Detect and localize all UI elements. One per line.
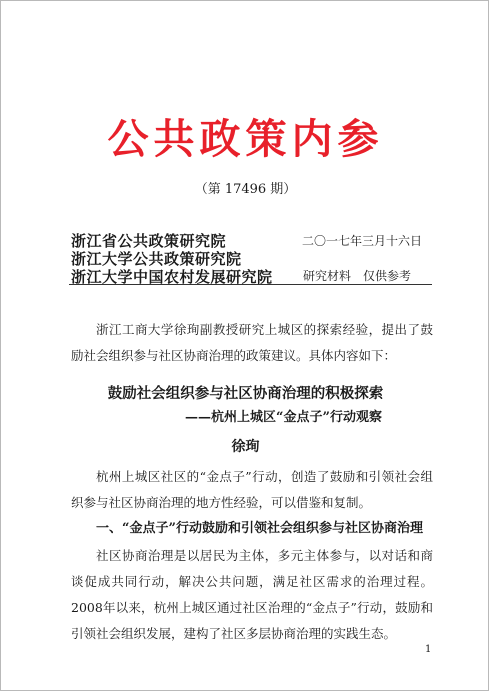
org-line-2: 浙江大学公共政策研究院 [71, 250, 242, 268]
issue-number: （第 17496 期） [194, 182, 297, 197]
page-number: 1 [425, 644, 432, 655]
distribution-note: 研究材料 仅供参考 [303, 269, 412, 283]
article-author: 徐珣 [231, 439, 260, 455]
issue-date: 二〇一七年三月十六日 [302, 234, 423, 248]
masthead-title: 公共政策内参 [107, 115, 384, 163]
lead-paragraph: 杭州上城区社区的“金点子”行动，创造了鼓励和引领社会组织参与社区协商治理的地方性经验，可以借鉴和复制。 [71, 469, 433, 510]
header-rule [69, 284, 432, 285]
section-paragraph: 社区协商治理是以居民为主体，多元主体参与，以对话和商谈促成共同行动，解决公共问题，满足社区需求的治理过程。2008年以来，杭州上城区通过社区治理的“金点子”行动，鼓励和引领社会组织发展，建构了社区多层协商治理的实践生态。 [71, 548, 433, 641]
article-subtitle: ——杭州上城区“金点子”行动观察 [185, 410, 382, 425]
org-line-1: 浙江省公共政策研究院 [71, 232, 227, 250]
org-line-3: 浙江大学中国农村发展研究院 [71, 268, 273, 286]
section-heading: 一、“金点子”行动鼓励和引领社会组织参与社区协商治理 [96, 521, 423, 536]
intro-paragraph: 浙江工商大学徐珣副教授研究上城区的探索经验，提出了鼓励社会组织参与社区协商治理的政策建议。具体内容如下： [71, 322, 433, 363]
article-title: 鼓励社会组织参与社区协商治理的积极探索 [107, 385, 384, 402]
